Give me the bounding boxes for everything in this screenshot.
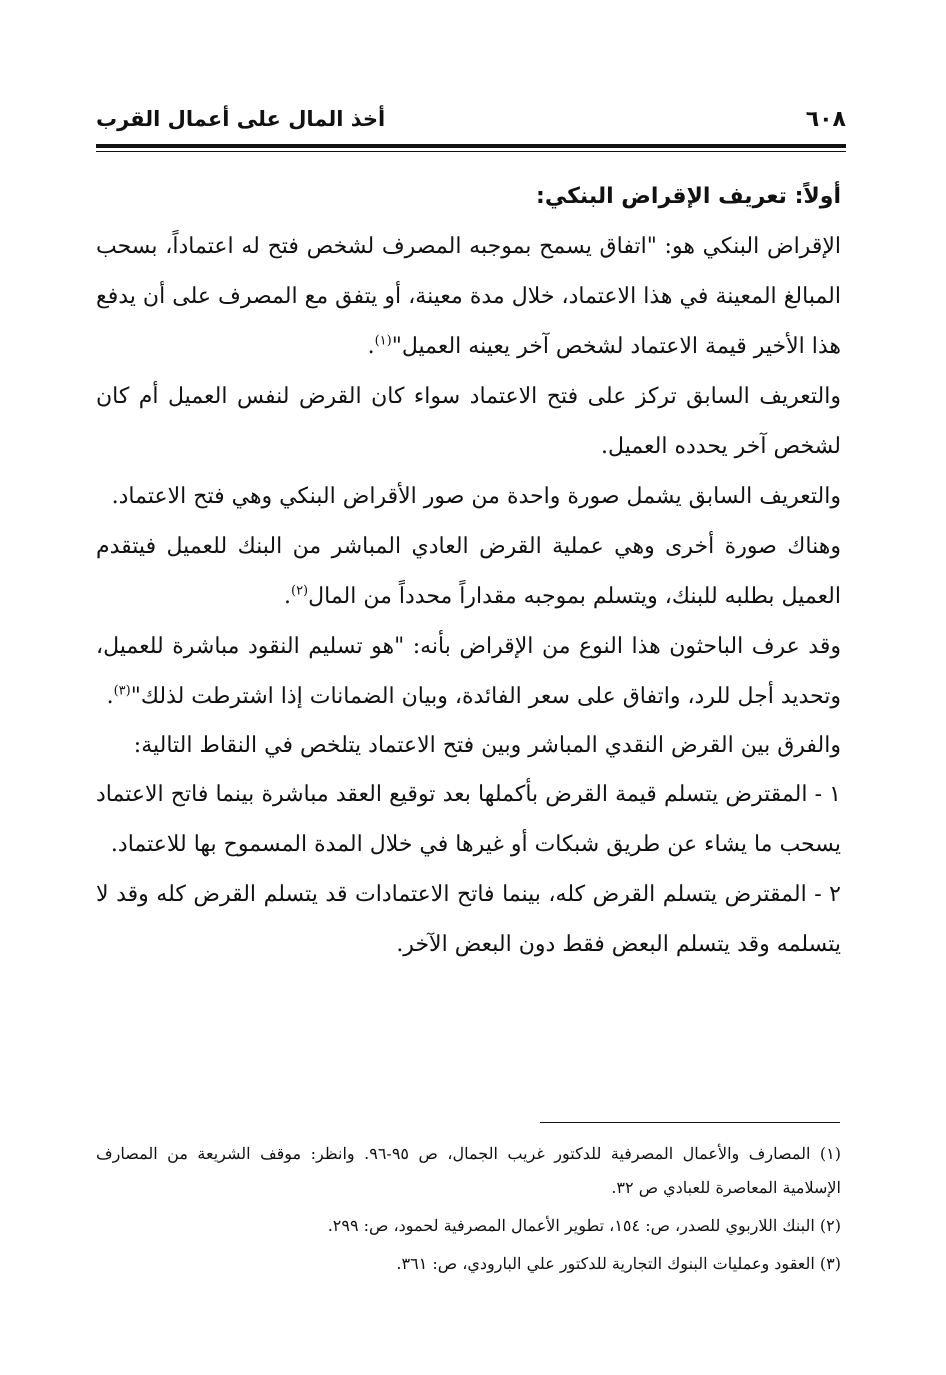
running-title: أخذ المال على أعمال القرب <box>96 107 386 131</box>
list-item-1: ١ - المقترض يتسلم قيمة القرض بأكملها بعد توقيع العقد مباشرة بينما فاتح الاعتماد يسحب ما يشاء عن طريق شبكات أو غيرها في خلال المدة المسموح بها للاعتماد. <box>96 782 841 857</box>
paragraph-definition-end: . <box>367 334 375 359</box>
paragraph-direct-loan-text: وهناك صورة أخرى وهي عملية القرض العادي المباشر من البنك للعميل فيتقدم العميل بطلبه للبنك، ويتسلم بموجبه مقداراً محدداً من المال <box>96 534 841 609</box>
footnote-3: (٣) العقود وعمليات البنوك التجارية للدكتور علي البارودي، ص: ٣٦١. <box>396 1254 841 1273</box>
footnotes <box>96 1137 841 1285</box>
paragraph-direct-loan <box>96 522 841 622</box>
paragraph-focus: والتعريف السابق تركز على فتح الاعتماد سواء كان القرض لنفس العميل أم كان لشخص آخر يحدده العميل. <box>96 384 841 459</box>
paragraph-definition-text: الإقراض البنكي هو: "اتفاق يسمح بموجبه المصرف لشخص فتح له اعتماداً، بسحب المبالغ المعينة في هذا الاعتماد، خلال مدة معينة، أو يتفق مع المصرف على أن يدفع هذا الأخير قيمة الاعتماد لشخص آخر يعينه العميل" <box>96 234 842 359</box>
section-heading: أولاً: تعريف الإقراض البنكي: <box>536 184 841 209</box>
paragraph-definition <box>96 222 841 372</box>
main-text <box>96 172 841 970</box>
paragraph-researchers-definition <box>96 622 841 722</box>
paragraph-researchers-definition-end: . <box>106 684 114 709</box>
list-item-2: ٢ - المقترض يتسلم القرض كله، بينما فاتح الاعتمادات قد يتسلم القرض كله وقد لا يتسلمه وقد يتسلم البعض فقط دون البعض الآخر. <box>96 882 841 957</box>
footnote-rule <box>540 1122 840 1123</box>
footnote-2: (٢) البنك اللاربوي للصدر، ص: ١٥٤، تطوير الأعمال المصرفية لحمود، ص: ٢٩٩. <box>327 1216 841 1235</box>
footnote-1: (١) المصارف والأعمال المصرفية للدكتور غريب الجمال، ص ٩٥-٩٦. وانظر: موقف الشريعة من المصارف الإسلامية المعاصرة للعبادي ص ٣٢. <box>96 1144 841 1197</box>
header-rule-thick <box>96 144 846 148</box>
page-header <box>96 100 846 138</box>
footnote-ref-3: (٣) <box>113 683 131 699</box>
footnote-ref-1: (١) <box>374 333 392 349</box>
paragraph-direct-loan-end: . <box>283 584 291 609</box>
page-number: ٦٠٨ <box>805 106 846 132</box>
paragraph-researchers-definition-text: وقد عرف الباحثون هذا النوع من الإقراض بأنه: "هو تسليم النقود مباشرة للعميل، وتحديد أجل للرد، واتفاق على سعر الفائدة، وبيان الضمانات إذا اشترطت لذلك" <box>96 634 841 709</box>
header-rule-thin <box>96 151 846 152</box>
footnote-ref-2: (٢) <box>290 583 309 599</box>
paragraph-scope: والتعريف السابق يشمل صورة واحدة من صور الأقراض البنكي وهي فتح الاعتماد. <box>111 484 841 509</box>
paragraph-difference-intro: والفرق بين القرض النقدي المباشر وبين فتح الاعتماد يتلخص في النقاط التالية: <box>133 733 841 758</box>
